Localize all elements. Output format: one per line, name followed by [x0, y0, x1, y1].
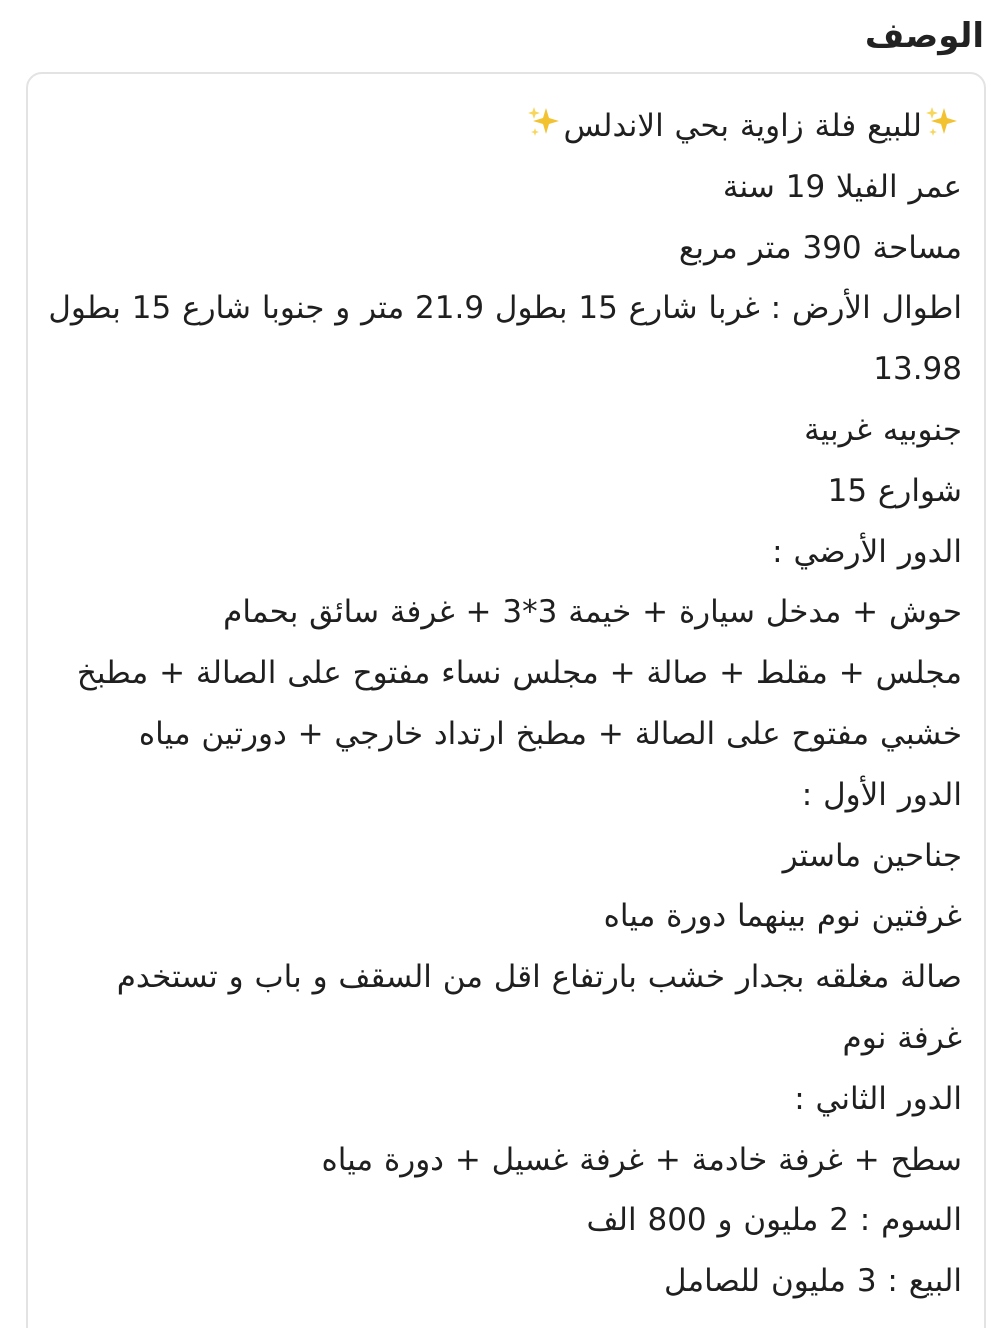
area-line: مساحة 390 متر مربع	[678, 229, 962, 266]
ground-floor-item: حوش + مدخل سيارة + خيمة 3*3 + غرفة سائق بحمام	[223, 594, 962, 631]
streets-line: شوارع 15	[827, 472, 962, 509]
listing-title-line	[48, 96, 962, 157]
villa-age-line: عمر الفيلا 19 سنة	[722, 168, 962, 205]
first-floor-heading: الدور الأول :	[801, 776, 962, 813]
first-floor-item: جناحين ماستر	[782, 837, 962, 874]
listing-title: للبيع فلة زاوية بحي الاندلس	[563, 108, 922, 144]
section-title: الوصف	[864, 16, 984, 56]
ground-floor-heading: الدور الأرضي :	[772, 533, 962, 570]
first-floor-item: غرفتين نوم بينهما دورة مياه	[603, 898, 962, 935]
sparkles-icon	[526, 104, 562, 140]
ground-floor-item: مجلس + مقلط + صالة + مجلس نساء مفتوح على الصالة + مطبخ خشبي مفتوح على الصالة + مطبخ ارتداد خارجي + دورتين مياه	[76, 655, 962, 752]
orientation-line: جنوبيه غربية	[804, 411, 962, 448]
description-text	[48, 96, 962, 1312]
second-floor-heading: الدور الثاني :	[794, 1080, 962, 1117]
second-floor-item: سطح + غرفة خادمة + غرفة غسيل + دورة مياه	[321, 1141, 962, 1178]
asking-price-line: السوم : 2 مليون و 800 الف	[586, 1202, 962, 1239]
sparkles-icon	[924, 104, 960, 140]
first-floor-item: صالة مغلقه بجدار خشب بارتفاع اقل من السقف و باب و تستخدم غرفة نوم	[116, 959, 962, 1056]
sale-price-line: البيع : 3 مليون للصامل	[664, 1263, 962, 1300]
land-dimensions-line: اطوال الأرض : غربا شارع 15 بطول 21.9 متر و جنوبا شارع 15 بطول 13.98	[48, 290, 962, 388]
